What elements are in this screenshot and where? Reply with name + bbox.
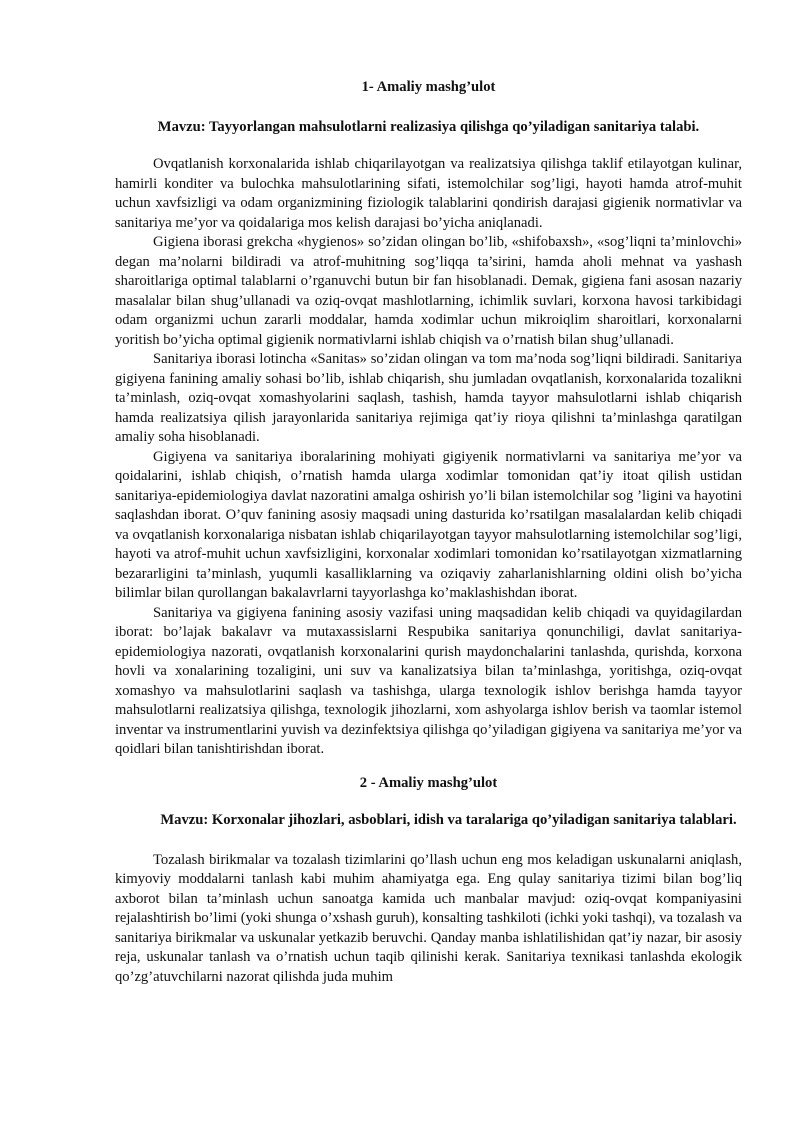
section-2-paragraph: Tozalash birikmalar va tozalash tizimlarini qo’llash uchun eng mos keladigan uskunalarni aniqlash, kimyoviy moddalarni tanlash kabi muhim ahamiyatga ega. Eng qulay sanitariya tizimi bilan bog’liq axborot bilan ta’minlash uchun sanoatga kamida uch manbalar mavjud: oziq-ovqat kompaniyasini rejalashtirish bo’limi (yoki shunga o’xshash guruh), konsalting tashkiloti (ichki yoki tashqi), va tozalash va sanitariya birikmalar va uskunalar yetkazib beruvchi. Qanday manba ishlatilishidan qat’iy nazar, bir asosiy reja, uskunalar tanlash va o’rnatish uchun taqib qilinishi kerak. Sanitariya texnikasi tanlashda ekologik qo’zg’atuvchilarni nazorat qilishda juda muhim (115, 851, 742, 985)
section-1-paragraph: Gigiena iborasi grekcha «hygienos» so’zidan olingan bo’lib, «shifobaxsh», «sog’liqni ta’minlovchi» degan ma’nolarni bildiradi va atrof-muhitning sog’liqqa ta’sirini, hamda aholi mehnat va yashash sharoitlariga optimal talablarni o’rganuvchi butun bir fan hisoblanadi. Demak, gigiena fani asosan nazariy masalalar bilan shug’ullanadi va oziq-ovqat mashlotlarning, ichimlik suvlari, korxona havosi tarkibidagi odam organizmi uchun zararli moddalar, hamda xodimlar uchun mikroiqlim sharoitlari, korxonalarni yoritish bo’yicha optimal gigienik normativlarni ishlab chiqish va o’rnatish bilan shug’ullanadi. (115, 234, 742, 348)
section-2-title: 2 - Amaliy mashg’ulot (359, 774, 498, 791)
section-1-title: 1- Amaliy mashg’ulot (361, 79, 496, 95)
section-2-topic: Mavzu: Korxonalar jihozlari, asboblari, idish va taralariga qo’yiladigan sanitariya talablari. (160, 812, 737, 828)
section-1-paragraph: Gigiyena va sanitariya iboralarining mohiyati gigiyenik normativlarni va sanitariya me’yor va qoidalarini, ishlab chiqish, o’rnatish hamda ularga xodimlar tomonidan qat’iy itoat qilish ustidan sanitariya-epidemiologiya davlat nazoratini amalga oshirish yo’li bilan istemolchilar sog ’ligini va hayotini saqlashdan iborat. O’quv fanining asosiy maqsadi uning dasturida ko’rsatilgan masalalardan kelib chiqadi va ovqatlanish korxonalariga nisbatan ishlab chiqarilayotgan tayyor mahsulotlarning istemolchilar sog’ligi, hayoti va atrof-muhit uchun xavfsizligini, korxonalar xodimlari tomonidan ko’rsatilayotgan xizmatlarning bezararligini ta’minlash, yuqumli kasalliklarning va oziqaviy zaharlanishlarning oldini olish bo’yicha bilimlar bilan qurollangan bakalavrlarni tayyorlashga ko’maklashishdan iborat. (115, 448, 742, 601)
section-1-paragraph: Ovqatlanish korxonalarida ishlab chiqarilayotgan va realizatsiya qilishga taklif etilayotgan kulinar, hamirli konditer va bulochka mahsulotlarining sifati, istemolchilar sog’ligi, hayoti hamda atrof-muhit uchun xavfsizligi va odam organizmining fiziologik talablarini qondirish darajasi gigienik normativlar va sanitariya me’yor va qoidalariga mos kelish darajasi bo’yicha aniqlanadi. (115, 156, 742, 231)
section-1-paragraph: Sanitariya iborasi lotincha «Sanitas» so’zidan olingan va tom ma’noda sog’liqni bildiradi. Sanitariya gigiyena fanining amaliy sohasi bo’lib, ishlab chiqarish, shu jumladan ovqatlanish, korxonalarida tozalikni ta’minlash, oziq-ovqat xomashyolarini saqlash, tashish, hamda tayyor mahsulotlarni ishlab chiqarish hamda realizatsiya qilish jarayonlarida sanitariya rejimiga qat’iy rioya qilishni ta’minlashga qaratilgan amaliy soha hisoblanadi. (115, 351, 742, 445)
section-1-topic: Mavzu: Tayyorlangan mahsulotlarni realizasiya qilishga qo’yiladigan sanitariya talabi. (157, 118, 700, 135)
document-page (115, 78, 742, 987)
section-1-paragraph: Sanitariya va gigiyena fanining asosiy vazifasi uning maqsadidan kelib chiqadi va quyidagilardan iborat: bo’lajak bakalavr va mutaxassislarni Respubika sanitariya qonunchiligi, davlat sanitariya-epidemiologiya nazorati, ovqatlanish korxonalarini qurish maydonchalarini tanlashda, qurishda, korxona hovli va xonalarining tozaligini, uni suv va kanalizatsiya bilan ta’minlashga, yoritishga, oziq-ovqat xomashyo va mahsulotlarini saqlash va tashishga, ularga texnologik ishlov berishga hamda tayyor mahsulotlarni realizatsiya qilishga, texnologik jihozlarni, xom ashyolarga ishlov berish va taomlar istemol inventar va instrumentlarini yuvish va dezinfektsiya qilishga qo’yiladigan gigiyena va sanitariya me’yor va qoidlari bilan tanishtirishdan iborat. (115, 604, 742, 757)
